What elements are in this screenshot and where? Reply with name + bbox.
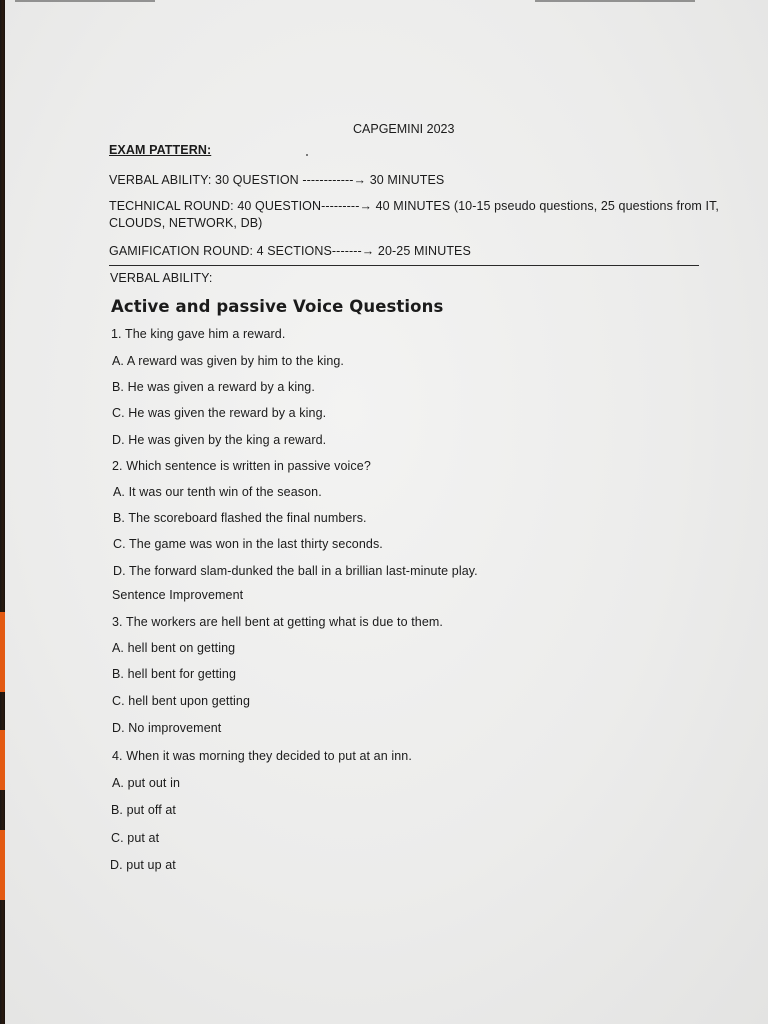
q4-option-d: D. put up at [110,858,176,872]
pattern-verbal-line: VERBAL ABILITY: 30 QUESTION ------------→ 30 MINUTES [109,173,445,187]
q1-option-b: B. He was given a reward by a king. [112,380,315,394]
q2-option-b: B. The scoreboard flashed the final numbers. [113,511,367,525]
q3-option-b: B. hell bent for getting [112,667,237,681]
exam-pattern-heading: EXAM PATTERN: [109,143,212,157]
sentence-improvement-heading: Sentence Improvement [112,588,244,602]
q4-option-a: A. put out in [112,776,181,790]
question-3: 3. The workers are hell bent at getting what is due to them. [112,615,443,629]
question-2: 2. Which sentence is written in passive voice? [112,459,371,473]
page-top-edge [15,0,155,2]
q2-option-c: C. The game was won in the last thirty seconds. [113,537,383,551]
page-top-edge [535,0,695,2]
divider-rule [109,265,699,266]
q2-option-d: D. The forward slam-dunked the ball in a brillian last-minute play. [113,564,478,578]
q4-option-c: C. put at [111,831,160,845]
q3-option-c: C. hell bent upon getting [112,694,251,708]
q1-option-d: D. He was given by the king a reward. [112,433,327,447]
pattern-technical-line-cont: CLOUDS, NETWORK, DB) [109,216,263,230]
question-1: 1. The king gave him a reward. [111,327,286,341]
section-title: Active and passive Voice Questions [111,297,444,316]
q1-option-a: A. A reward was given by him to the king. [112,354,344,368]
q1-option-c: C. He was given the reward by a king. [112,406,327,420]
q2-option-a: A. It was our tenth win of the season. [113,485,322,499]
pattern-technical-line: TECHNICAL ROUND: 40 QUESTION---------→ 40 MINUTES (10-15 pseudo questions, 25 questions from IT, [109,199,719,213]
document-title: CAPGEMINI 2023 [353,122,455,136]
question-4: 4. When it was morning they decided to put at an inn. [112,749,412,763]
verbal-ability-heading: VERBAL ABILITY: [110,271,213,285]
q3-option-a: A. hell bent on getting [112,641,236,655]
pattern-gamification-line: GAMIFICATION ROUND: 4 SECTIONS-------→ 20-25 MINUTES [109,244,471,258]
q4-option-b: B. put off at [111,803,177,817]
document-page [5,0,768,1024]
q3-option-d: D. No improvement [112,721,222,735]
stray-dot [306,154,308,156]
